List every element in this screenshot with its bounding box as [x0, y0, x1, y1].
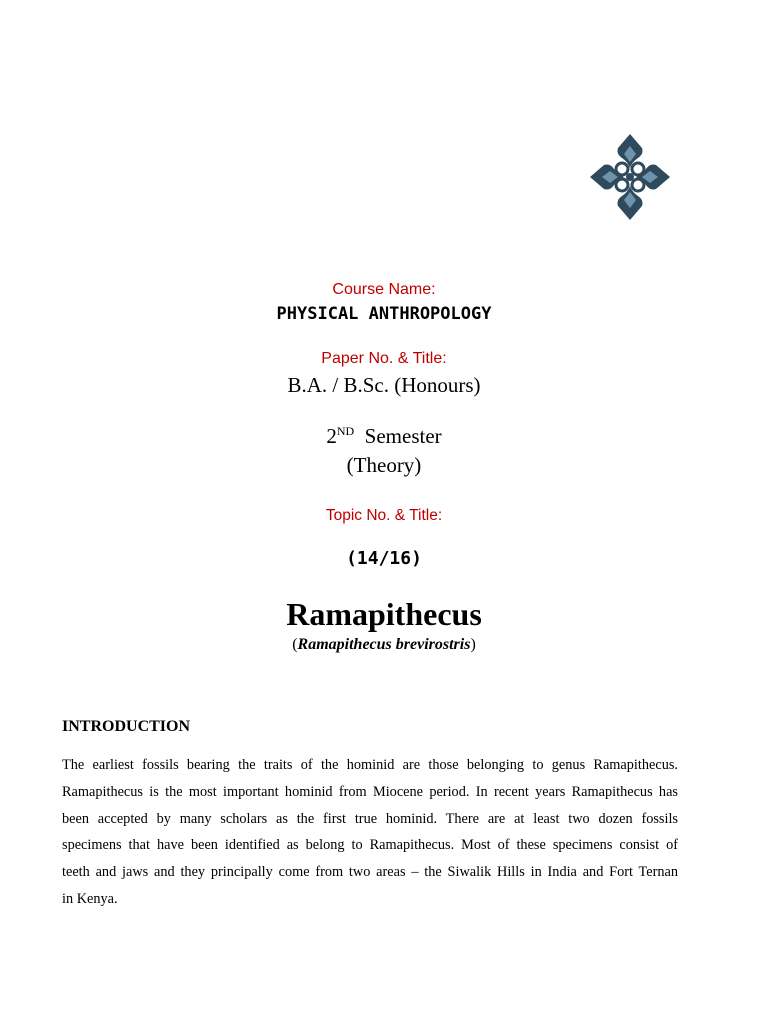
introduction-heading: INTRODUCTION: [62, 718, 191, 735]
paragraph-line: been accepted by many scholars as the first true hominid. There are at least two dozen fossils: [62, 810, 678, 827]
semester-word: Semester: [364, 424, 442, 448]
paragraph-line: specimens that have been identified as belong to Ramapithecus. Most of these specimens consist of: [62, 837, 678, 854]
topic-label: Topic No. & Title:: [325, 507, 443, 524]
paper-title: B.A. / B.Sc. (Honours): [287, 373, 481, 397]
semester-type: (Theory): [346, 453, 422, 477]
paper-title-label: Paper No. & Title:: [321, 350, 447, 367]
introduction-paragraph: [62, 752, 678, 913]
semester-number: 2: [326, 424, 337, 448]
topic-title: Ramapithecus: [286, 596, 482, 632]
topic-number: (14/16): [346, 548, 422, 569]
decorative-knot-icon: [588, 132, 672, 222]
topic-subtitle: [0, 636, 768, 654]
semester-line: [0, 424, 768, 449]
semester-suffix: ND: [336, 424, 355, 438]
topic-subtitle-text: Ramapithecus brevirostris: [297, 636, 471, 653]
paragraph-line: The earliest fossils bearing the traits of the hominid are those belonging to genus Ramapithecus.: [62, 757, 678, 773]
course-name-label: Course Name:: [332, 281, 436, 298]
paragraph-line: teeth and jaws and they principally come from two areas – the Siwalik Hills in India and Fort Ternan: [62, 864, 678, 881]
subtitle-open-paren: (: [292, 636, 298, 653]
paragraph-line: Ramapithecus is the most important hominid from Miocene period. In recent years Ramapithecus has: [62, 783, 678, 800]
course-name: PHYSICAL ANTHROPOLOGY: [276, 304, 492, 324]
subtitle-close-paren: ): [470, 636, 476, 653]
paragraph-line: in Kenya.: [62, 890, 118, 907]
